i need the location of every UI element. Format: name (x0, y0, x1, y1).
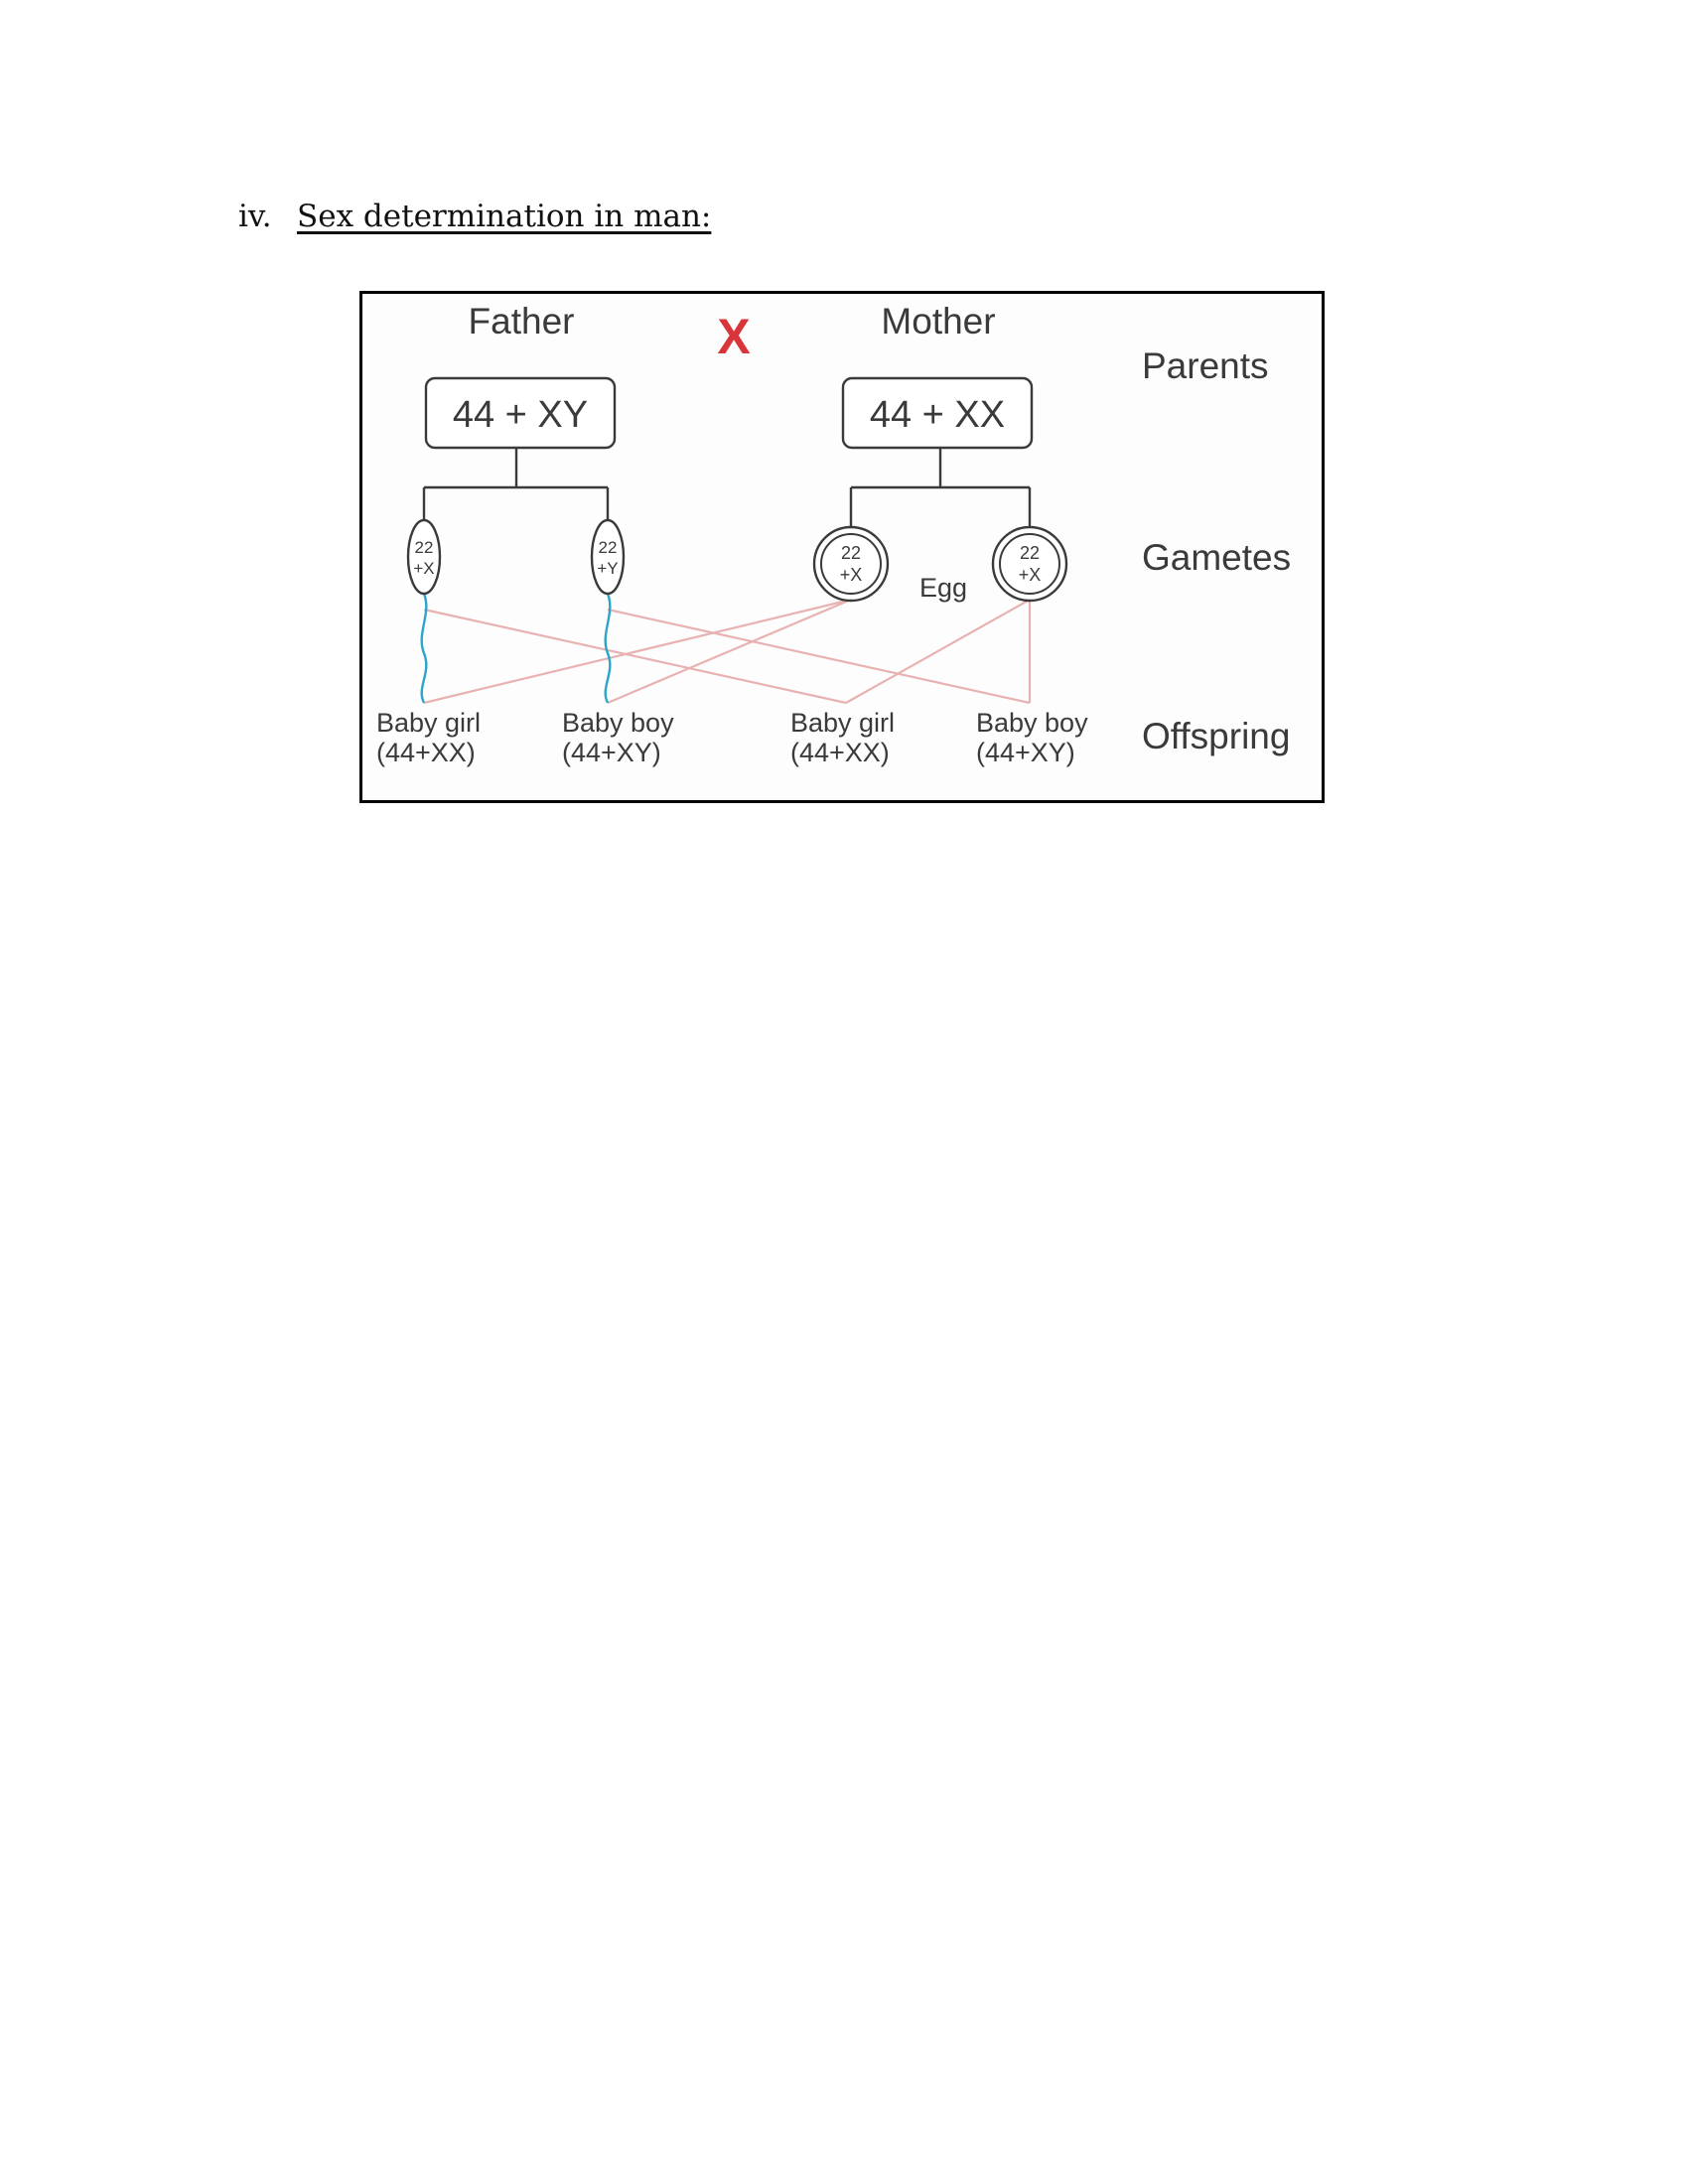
offspring-4-label: Baby boy (976, 708, 1088, 738)
offspring-1-genotype: (44+XX) (376, 738, 476, 767)
cross-symbol: X (717, 309, 751, 364)
row-label-offspring: Offspring (1142, 716, 1291, 756)
line-egg-1-to-boy-1 (608, 600, 851, 703)
offspring-3-label: Baby girl (790, 708, 896, 738)
egg-label: Egg (918, 573, 968, 603)
egg-1-autosomes: 22 (840, 543, 862, 563)
diagram-canvas (362, 294, 1322, 800)
father-genotype: 44 + XY (452, 394, 589, 436)
offspring-2-label: Baby boy (562, 708, 674, 738)
row-label-parents: Parents (1142, 345, 1269, 386)
sperm-y-head (592, 520, 624, 594)
offspring-4-genotype: (44+XY) (976, 738, 1075, 767)
line-sperm-y-to-boy-2 (608, 610, 1030, 703)
egg-1-chromosome: +X (839, 565, 863, 585)
mother-label: Mother (881, 301, 996, 341)
section-number: iv. (238, 199, 272, 234)
father-label: Father (468, 301, 575, 341)
section-heading (238, 199, 711, 234)
sex-determination-diagram (359, 291, 1325, 803)
offspring-3-genotype: (44+XX) (790, 738, 890, 767)
offspring-2-genotype: (44+XY) (562, 738, 661, 767)
egg-1-outer (814, 527, 888, 601)
row-label-gametes: Gametes (1142, 537, 1292, 578)
egg-2-autosomes: 22 (1019, 543, 1041, 563)
sperm-y-chromosome: +Y (597, 559, 619, 578)
sperm-y-autosomes: 22 (598, 538, 618, 557)
sperm-x-autosomes: 22 (414, 538, 434, 557)
fertilization-lines (424, 600, 1030, 703)
sperm-x-chromosome: +X (413, 559, 435, 578)
branch-connectors (424, 448, 1030, 527)
offspring-1-label: Baby girl (376, 708, 482, 738)
section-title: Sex determination in man: (297, 199, 712, 234)
egg-2-outer (993, 527, 1066, 601)
line-egg-2-to-girl-2 (846, 600, 1030, 703)
mother-genotype: 44 + XX (869, 394, 1006, 436)
egg-2-chromosome: +X (1018, 565, 1042, 585)
line-sperm-x-to-girl-2 (424, 610, 846, 703)
sperm-x-head (408, 520, 440, 594)
